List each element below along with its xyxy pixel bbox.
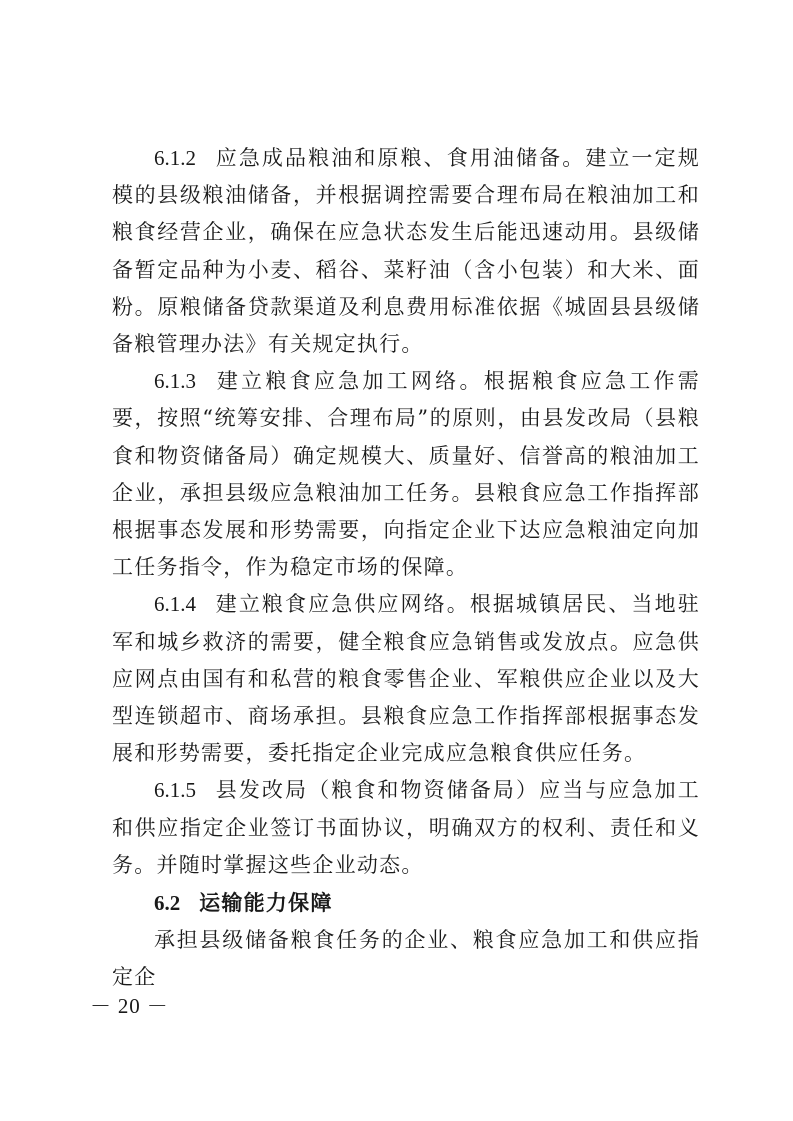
section-title: 运输能力保障: [199, 890, 333, 916]
paragraph-text: 建立粮食应急供应网络。根据城镇居民、当地驻军和城乡救济的需要，健全粮食应急销售或发放点。应急供应网点由国有和私营的粮食零售企业、军粮供应企业以及大型连锁超市、商场承担。县粮食应急工作指挥部根据事态发展和形势需要，委托指定企业完成应急粮食供应任务。: [112, 592, 700, 766]
body-text: [112, 140, 700, 997]
paragraph-text: 承担县级储备粮食任务的企业、粮食应急加工和供应指定企: [112, 928, 700, 990]
section-heading: [112, 884, 700, 922]
clause-number: 6.1.4: [154, 592, 196, 617]
clause-number: 6.1.5: [154, 778, 196, 803]
section-number: 6.2: [154, 891, 181, 916]
paragraph-6-2-start: [112, 922, 700, 996]
paragraph-text: 应急成品粮油和原粮、食用油储备。建立一定规模的县级粮油储备，并根据调控需要合理布局在粮油加工和粮食经营企业，确保在应急状态发生后能迅速动用。县级储备暂定品种为小麦、稻谷、菜籽油（含小包装）和大米、面粉。原粮储备贷款渠道及利息费用标准依据《城固县县级储备粮管理办法》有关规定执行。: [112, 146, 700, 357]
paragraph-6-1-3: [112, 363, 700, 586]
clause-number: 6.1.3: [154, 369, 196, 394]
clause-number: 6.1.2: [154, 146, 196, 170]
paragraph-text: 建立粮食应急加工网络。根据粮食应急工作需要，按照“统筹安排、合理布局”的原则，由县发改局（县粮食和物资储备局）确定规模大、质量好、信誉高的粮油加工企业，承担县级应急粮油加工任务。县粮食应急工作指挥部根据事态发展和形势需要，向指定企业下达应急粮油定向加工任务指令，作为稳定市场的保障。: [112, 369, 700, 580]
page-number: － 20 －: [90, 994, 169, 1018]
paragraph-text: 县发改局（粮食和物资储备局）应当与应急加工和供应指定企业签订书面协议，明确双方的权利、责任和义务。并随时掌握这些企业动态。: [112, 778, 700, 877]
paragraph-6-1-4: [112, 586, 700, 772]
paragraph-6-1-2: [112, 140, 700, 363]
paragraph-6-1-5: [112, 772, 700, 884]
